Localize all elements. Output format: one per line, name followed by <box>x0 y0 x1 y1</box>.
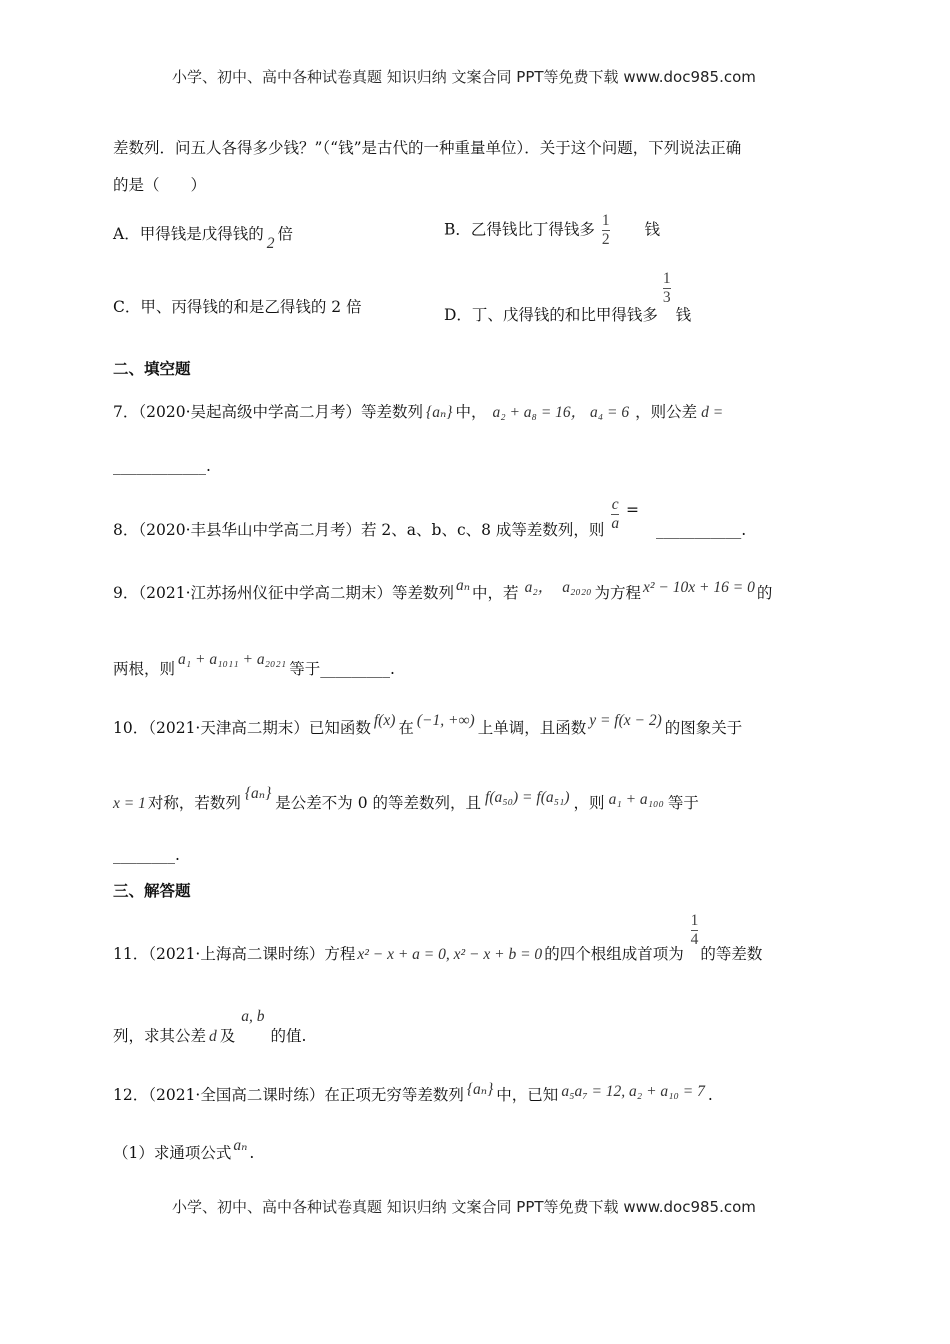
q11-and: 及 <box>219 1027 236 1045</box>
q7-condition: a₂ + a₈ = 16， a₄ = 6 <box>492 404 630 421</box>
question-7 <box>113 402 723 423</box>
q9-equation: x² − 10x + 16 = 0 <box>643 579 755 596</box>
q6-option-b <box>444 212 660 249</box>
question-9 <box>113 577 773 604</box>
q6-option-c: C．甲、丙得钱的和是乙得钱的 2 倍 <box>113 298 362 316</box>
q8-source: （2020·丰县华山中学高二月考）若 2、a、b、c、8 成等差数列，则 <box>138 520 605 539</box>
q11-line2 <box>113 1008 307 1047</box>
q9-line2-pre: 两根，则 <box>113 660 176 678</box>
q7-mid: 中， <box>455 403 487 421</box>
q12-part-1 <box>113 1137 255 1164</box>
q11-mid: 的四个根组成首项为 <box>544 944 684 963</box>
q10-mid1: 在 <box>398 719 414 737</box>
q10-sequence: {aₙ} <box>244 785 272 802</box>
q10-x1: x = 1 <box>113 795 146 812</box>
q10-condition: f(a₅₀) = f(a₅₁) <box>485 789 570 806</box>
q6-stem-line2: 的是（ ） <box>113 176 207 194</box>
q9-mid2: 为方程 <box>594 584 642 602</box>
q6-option-d-suffix: 钱 <box>675 305 692 324</box>
q12-number: 12． <box>113 1086 149 1104</box>
q10-sum: a₁ + a₁₀₀ <box>608 791 664 808</box>
q6-stem-line1: 差数列．问五人各得多少钱？”（“钱”是古代的一种重量单位）．关于这个问题，下列说法正确 <box>113 139 742 157</box>
q8-number: 8． <box>113 520 139 539</box>
q8-denominator: a <box>611 515 620 532</box>
q6-option-a-suffix: 倍 <box>277 225 293 243</box>
q8-equals: = <box>626 500 640 519</box>
q11-numerator: 1 <box>690 912 699 929</box>
q10-interval: (−1, +∞) <box>416 712 475 729</box>
q6-option-b-numerator: 1 <box>601 212 610 229</box>
q9-mid1: 中，若 <box>472 584 519 602</box>
q10-mid2: 上单调，且函数 <box>477 719 587 737</box>
q6-option-b-suffix: 钱 <box>644 220 661 239</box>
q11-line2-post: 的值. <box>270 1027 307 1045</box>
q9-sum: a₁ + a₁₀₁₁ + a₂₀₂₁ <box>178 651 287 668</box>
q7-variable: d = <box>701 404 724 421</box>
q10-source: （2021·天津高二期末）已知函数 <box>148 719 371 737</box>
q6-option-b-denominator: 2 <box>601 231 610 248</box>
q6-option-b-fraction <box>602 212 610 249</box>
q7-post: ，则公差 <box>635 403 698 421</box>
q7-number: 7． <box>113 403 139 421</box>
q7-source: （2020·吴起高级中学高二月考）等差数列 <box>138 403 423 421</box>
q10-post: 的图象关于 <box>664 719 743 737</box>
q10-fx: f(x) <box>373 712 396 729</box>
q6-option-a-text: A．甲得钱是戊得钱的 <box>113 225 264 243</box>
q9-source: （2021·江苏扬州仪征中学高二期末）等差数列 <box>138 584 454 602</box>
q11-ab: a, b <box>241 1008 265 1025</box>
q10-fx2: y = f(x − 2) <box>589 712 662 729</box>
q12-part-1-var: aₙ <box>233 1137 248 1154</box>
q6-option-d-fraction <box>663 270 671 307</box>
question-12 <box>113 1081 713 1106</box>
q10-blank: ________. <box>113 846 180 864</box>
q11-post: 的等差数 <box>700 944 763 963</box>
q6-option-a-value: 2 <box>266 235 275 252</box>
q12-mid: 中，已知 <box>496 1086 559 1104</box>
q7-blank: ____________. <box>113 457 211 475</box>
q12-source: （2021·全国高二课时练）在正项无穷等差数列 <box>148 1086 464 1104</box>
q6-option-b-text: B．乙得钱比丁得钱多 <box>444 220 595 239</box>
q9-a2020: a₂₀₂₀ <box>562 579 592 596</box>
q9-line2-post: 等于_________. <box>289 660 395 678</box>
q10-line2-c: 是公差不为 0 的等差数列，且 <box>275 794 482 812</box>
question-8 <box>113 496 747 539</box>
q6-option-d-text: D．丁、戊得钱的和比甲得钱多 <box>444 305 658 324</box>
page-footer: 小学、初中、高中各种试卷真题 知识归纳 文案合同 PPT等免费下载 www.doc985.com <box>172 1198 756 1216</box>
q11-d: d <box>209 1028 217 1045</box>
q11-line2-pre: 列，求其公差 <box>113 1027 207 1045</box>
q6-option-a <box>113 224 293 252</box>
q12-sequence: {aₙ} <box>466 1081 494 1098</box>
q11-source: （2021·上海高二课时练）方程 <box>148 944 356 963</box>
section-answer-title: 三、解答题 <box>113 881 191 900</box>
q10-line2-e: 等于 <box>667 794 699 812</box>
q12-part-1-post: . <box>249 1144 255 1162</box>
q9-number: 9． <box>113 584 139 602</box>
q8-blank: ___________. <box>655 520 747 539</box>
question-11 <box>113 912 763 963</box>
q11-equation: x² − x + a = 0, x² − x + b = 0 <box>357 945 543 963</box>
q12-post: . <box>707 1086 713 1104</box>
q7-sequence: {aₙ} <box>426 404 453 421</box>
q10-line2-d: ，则 <box>573 794 605 812</box>
q11-number: 11． <box>113 944 149 963</box>
q11-fraction <box>691 912 699 949</box>
q9-post: 的 <box>756 584 773 602</box>
question-10 <box>113 712 743 739</box>
q6-option-d <box>444 270 692 324</box>
q12-part-1-text: （1）求通项公式 <box>113 1144 232 1162</box>
q9-line2 <box>113 651 395 680</box>
page-header: 小学、初中、高中各种试卷真题 知识归纳 文案合同 PPT等免费下载 www.doc985.com <box>172 68 756 86</box>
q6-option-d-denominator: 3 <box>662 289 671 306</box>
q9-an: aₙ <box>456 577 471 594</box>
section-fill-in-title: 二、填空题 <box>113 359 191 378</box>
q8-fraction <box>611 496 619 533</box>
q8-numerator: c <box>611 496 619 513</box>
q12-condition: a₅a₇ = 12, a₂ + a₁₀ = 7 <box>561 1083 705 1100</box>
q10-number: 10． <box>113 719 149 737</box>
q11-denominator: 4 <box>690 931 699 948</box>
q6-option-d-numerator: 1 <box>662 270 671 287</box>
q10-line2 <box>113 785 699 814</box>
q9-a2: a₂， <box>524 579 554 596</box>
q10-line2-b: 对称，若数列 <box>147 794 241 812</box>
